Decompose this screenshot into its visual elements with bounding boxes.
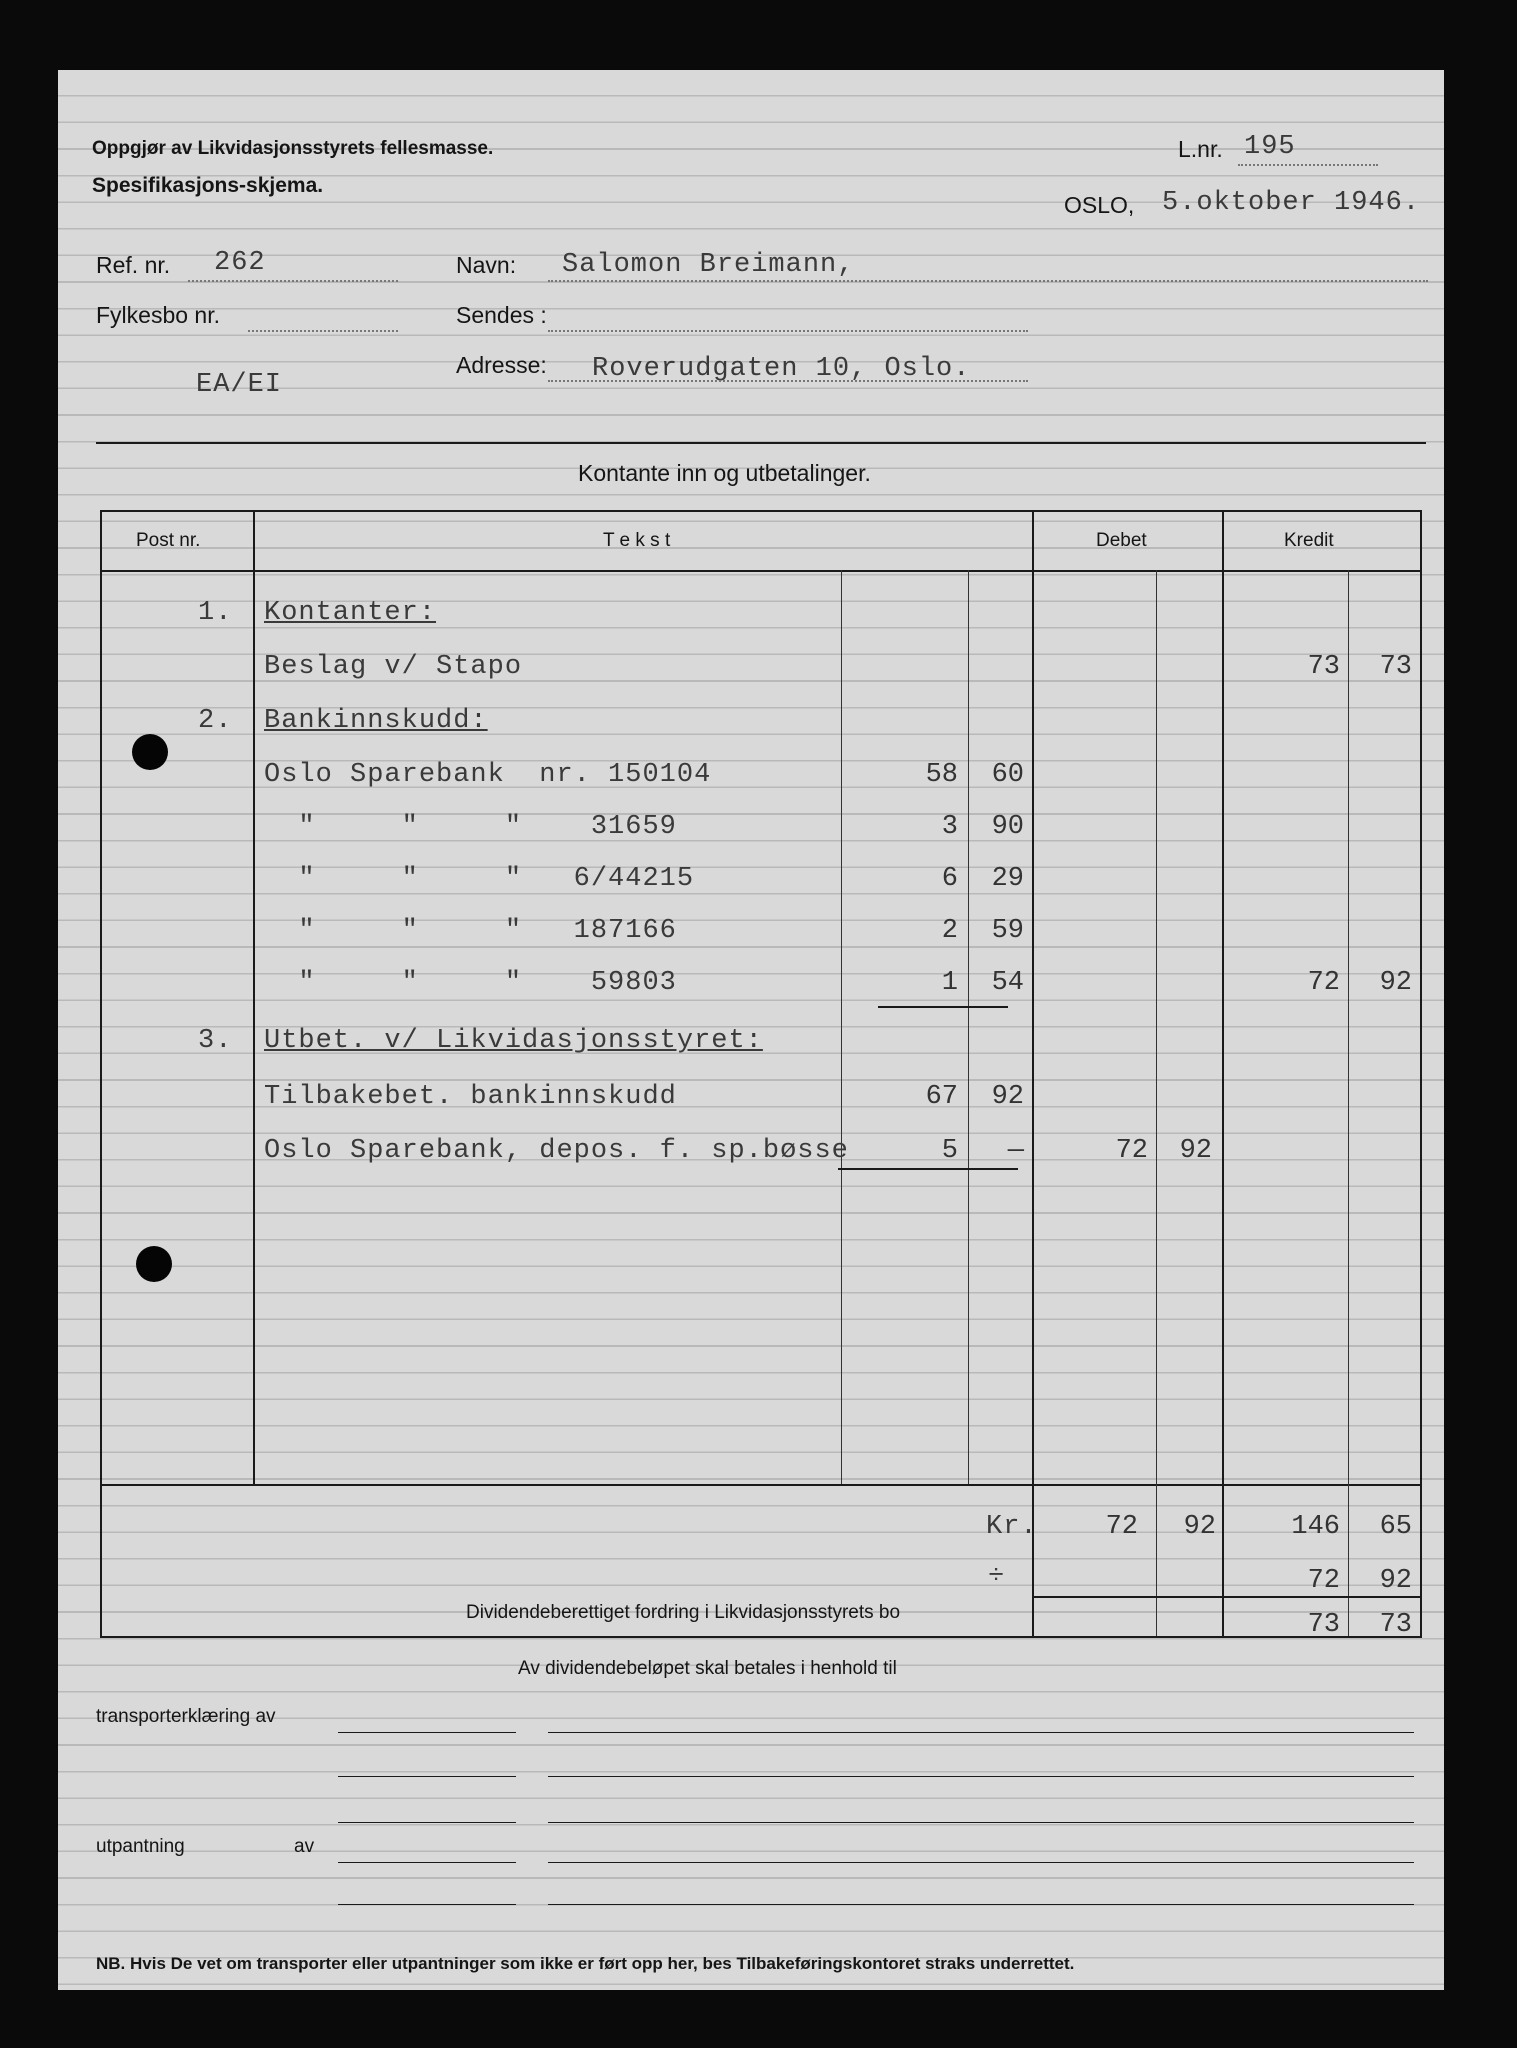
row-amount-kr: 58 bbox=[925, 760, 958, 790]
kredit-column-border bbox=[1222, 510, 1224, 1636]
dividend-label: Dividendeberettiget fordring i Likvidasjonsstyrets bo bbox=[466, 1602, 901, 1623]
fylkesbo-label: Fylkesbo nr. bbox=[96, 302, 220, 328]
subtotal-underline-2 bbox=[838, 1168, 1018, 1170]
punch-hole-lower bbox=[136, 1246, 172, 1282]
totals-minus-sign: ÷ bbox=[988, 1562, 1006, 1592]
transport-line-1b bbox=[548, 1732, 1414, 1733]
transport-label: transporterklæring av bbox=[96, 1706, 276, 1727]
kredit-cents-rule bbox=[1348, 570, 1349, 1636]
row-text: Oslo Sparebank nr. 150104 bbox=[264, 760, 712, 790]
post-column-border bbox=[253, 510, 255, 1484]
subtotal-underline bbox=[878, 1006, 1008, 1008]
initials: EA/EI bbox=[196, 370, 283, 400]
row-amount-ore: 60 bbox=[991, 760, 1024, 790]
adresse-value: Roverudgaten 10, Oslo. bbox=[592, 354, 971, 384]
utpantning-line-1a bbox=[338, 1822, 516, 1823]
dividend-text: Av dividendebeløpet skal betales i henhold til bbox=[518, 1658, 897, 1679]
totals-kredit-kr: 146 bbox=[1291, 1512, 1340, 1542]
result-kredit-ore: 73 bbox=[1379, 1610, 1412, 1640]
nb-notice: NB. Hvis De vet om transporter eller utpantninger som ikke er ført opp her, bes Tilbakeføringskontoret straks underrettet. bbox=[96, 1954, 1075, 1973]
row-kredit-kr: 73 bbox=[1307, 652, 1340, 682]
amount-column-rule bbox=[841, 570, 842, 1484]
utpantning-line-1b bbox=[548, 1822, 1414, 1823]
transport-line-1a bbox=[338, 1732, 516, 1733]
row-amount-kr: 5 bbox=[941, 1136, 958, 1166]
row-debet-ore: 92 bbox=[1179, 1136, 1212, 1166]
document-page bbox=[58, 70, 1444, 1990]
adresse-label: Adresse: bbox=[456, 352, 547, 378]
lnr-label: L.nr. bbox=[1178, 136, 1223, 162]
ref-dotted-line bbox=[188, 280, 398, 282]
row-text: Tilbakebet. bankinnskudd bbox=[264, 1082, 677, 1112]
row-kredit-ore: 73 bbox=[1379, 652, 1412, 682]
row-amount-ore: 59 bbox=[991, 916, 1024, 946]
debet-cents-rule bbox=[1156, 570, 1157, 1636]
utpantning-line-2b bbox=[548, 1862, 1414, 1863]
utpantning-label: utpantning bbox=[96, 1836, 185, 1857]
row-text: Kontanter: bbox=[264, 598, 437, 628]
transport-line-2b bbox=[548, 1776, 1414, 1777]
row-amount-kr: 6 bbox=[941, 864, 958, 894]
row-amount-kr: 67 bbox=[925, 1082, 958, 1112]
utpantning-line-3b bbox=[548, 1904, 1414, 1905]
totals-debet-kr: 72 bbox=[1105, 1512, 1138, 1542]
header-post: Post nr. bbox=[136, 530, 201, 551]
row-text: " " " 59803 bbox=[264, 968, 677, 998]
header-debet: Debet bbox=[1096, 530, 1147, 551]
row-amount-ore: 54 bbox=[991, 968, 1024, 998]
row-debet-kr: 72 bbox=[1115, 1136, 1148, 1166]
table-left-border bbox=[100, 510, 102, 1636]
city-label: OSLO, bbox=[1064, 192, 1135, 218]
utpantning-line-2a bbox=[338, 1862, 516, 1863]
debet-column-border bbox=[1032, 510, 1034, 1636]
row-amount-ore: — bbox=[1007, 1136, 1024, 1166]
row-post-number: 2. bbox=[198, 706, 233, 736]
utpantning-av: av bbox=[294, 1836, 315, 1857]
row-amount-ore: 90 bbox=[991, 812, 1024, 842]
navn-value: Salomon Breimann, bbox=[562, 250, 855, 280]
sendes-dotted-line bbox=[548, 330, 1028, 332]
sendes-label: Sendes : bbox=[456, 302, 547, 328]
ref-label: Ref. nr. bbox=[96, 252, 171, 278]
result-kredit-kr: 73 bbox=[1307, 1610, 1340, 1640]
form-heading: Oppgjør av Likvidasjonsstyrets fellesmasse. bbox=[92, 138, 494, 159]
date-value: 5.oktober 1946. bbox=[1162, 188, 1421, 218]
ref-value: 262 bbox=[214, 248, 266, 278]
punch-hole-upper bbox=[132, 734, 168, 770]
totals-kredit-ore: 65 bbox=[1379, 1512, 1412, 1542]
row-text: Bankinnskudd: bbox=[264, 706, 488, 736]
navn-label: Navn: bbox=[456, 252, 517, 278]
row-amount-ore: 29 bbox=[991, 864, 1024, 894]
totals-debet-ore: 92 bbox=[1183, 1512, 1216, 1542]
transport-line-2a bbox=[338, 1776, 516, 1777]
row-amount-ore: 92 bbox=[991, 1082, 1024, 1112]
row-post-number: 3. bbox=[198, 1026, 233, 1056]
fylkesbo-dotted-line bbox=[248, 330, 398, 332]
utpantning-line-3a bbox=[338, 1904, 516, 1905]
row-text: Utbet. v/ Likvidasjonsstyret: bbox=[264, 1026, 763, 1056]
section-rule bbox=[96, 442, 1426, 444]
row-kredit-ore: 92 bbox=[1379, 968, 1412, 998]
row-text: " " " 187166 bbox=[264, 916, 677, 946]
row-post-number: 1. bbox=[198, 598, 233, 628]
lnr-value: 195 bbox=[1244, 132, 1296, 162]
row-amount-kr: 1 bbox=[941, 968, 958, 998]
form-subheading: Spesifikasjons-skjema. bbox=[92, 174, 324, 197]
navn-dotted-line bbox=[548, 280, 1428, 282]
row-text: Oslo Sparebank, depos. f. sp.bøsse bbox=[264, 1136, 849, 1166]
table-bottom-border bbox=[100, 1636, 1422, 1638]
totals-rule bbox=[1032, 1596, 1420, 1598]
row-amount-kr: 2 bbox=[941, 916, 958, 946]
row-amount-kr: 3 bbox=[941, 812, 958, 842]
lnr-dotted-line bbox=[1238, 164, 1378, 166]
adresse-dotted-line bbox=[548, 380, 1028, 382]
header-tekst: T e k s t bbox=[603, 530, 671, 551]
row-text: " " " 31659 bbox=[264, 812, 677, 842]
row-kredit-kr: 72 bbox=[1307, 968, 1340, 998]
table-right-border bbox=[1420, 510, 1422, 1636]
amount-cents-rule bbox=[968, 570, 969, 1484]
section-title: Kontante inn og utbetalinger. bbox=[578, 460, 871, 486]
row-text: " " " 6/44215 bbox=[264, 864, 695, 894]
row-text: Beslag v/ Stapo bbox=[264, 652, 523, 682]
header-kredit: Kredit bbox=[1284, 530, 1334, 551]
minus-kredit-kr: 72 bbox=[1307, 1566, 1340, 1596]
minus-kredit-ore: 92 bbox=[1379, 1566, 1412, 1596]
totals-kr-label: Kr. bbox=[986, 1512, 1038, 1542]
